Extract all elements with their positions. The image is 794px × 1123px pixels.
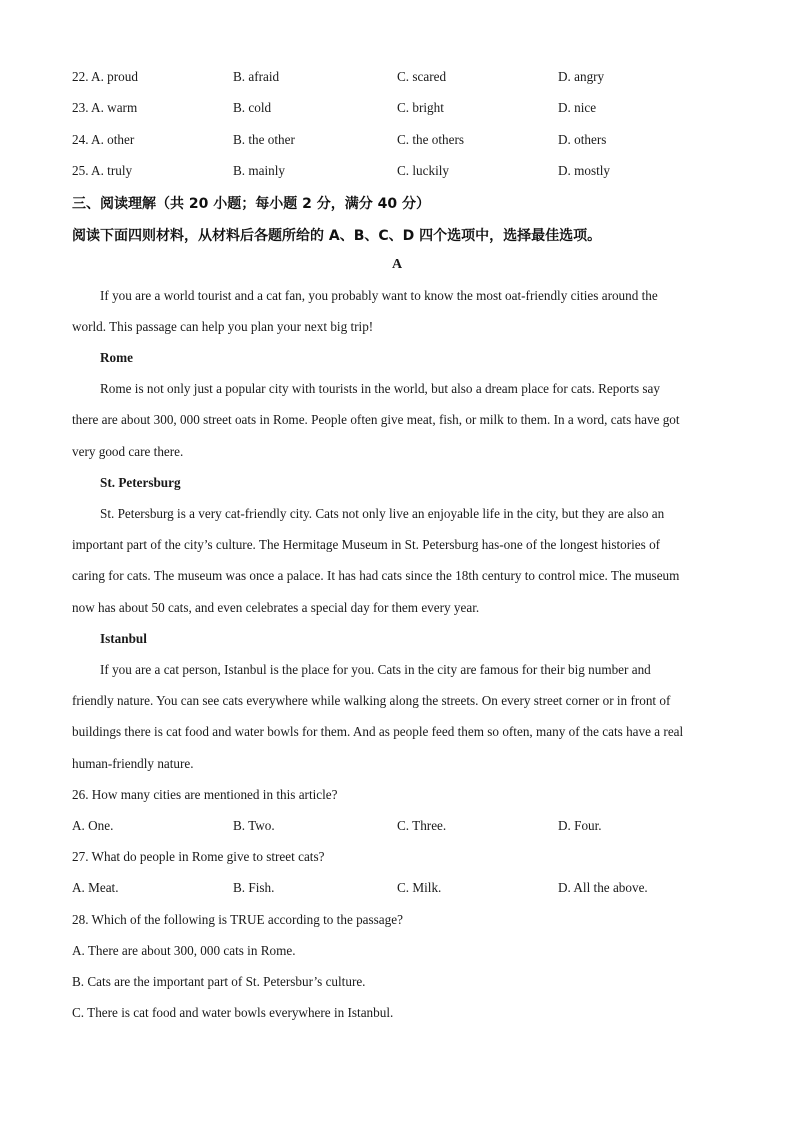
option-a: A. One. <box>72 818 114 833</box>
option-c: C. Milk. <box>397 880 442 895</box>
question-28-stem: 28. Which of the following is TRUE according to the passage? <box>72 912 403 927</box>
question-28-option-c: C. There is cat food and water bowls everywhere in Istanbul. <box>72 1005 394 1020</box>
option-a: 24. A. other <box>72 132 135 147</box>
option-a: A. Meat. <box>72 880 119 895</box>
section-title: 三、阅读理解（共 20 小题；每小题 2 分，满分 40 分） <box>72 196 430 212</box>
petersburg-line: caring for cats. The museum was once a palace. It has had cats since the 18th century to control mice. The museum <box>72 568 680 583</box>
option-b: B. afraid <box>233 69 280 84</box>
option-d: D. mostly <box>558 163 611 178</box>
rome-line: very good care there. <box>72 444 184 459</box>
question-28-option-b: B. Cats are the important part of St. Petersbur’s culture. <box>72 974 366 989</box>
question-27-options <box>72 880 732 900</box>
option-d: D. Four. <box>558 818 602 833</box>
question-24-options <box>72 132 732 152</box>
passage-label: A <box>391 257 403 272</box>
istanbul-line: human-friendly nature. <box>72 756 194 771</box>
rome-line: Rome is not only just a popular city with tourists in the world, but also a dream place for cats. Reports say <box>100 381 660 396</box>
istanbul-line: buildings there is cat food and water bowls for them. And as people feed them so often, many of the cats have a real <box>72 724 684 739</box>
passage-intro-line: world. This passage can help you plan your next big trip! <box>72 319 374 334</box>
option-a: 22. A. proud <box>72 69 138 84</box>
question-22-options <box>72 69 732 89</box>
question-27-stem: 27. What do people in Rome give to street cats? <box>72 849 325 864</box>
question-25-options <box>72 163 732 183</box>
option-d: D. All the above. <box>558 880 648 895</box>
petersburg-line: now has about 50 cats, and even celebrates a special day for them every year. <box>72 600 480 615</box>
option-c: C. Three. <box>397 818 447 833</box>
passage-intro-line: If you are a world tourist and a cat fan, you probably want to know the most oat-friendly cities around the <box>100 288 658 303</box>
question-26-stem: 26. How many cities are mentioned in this article? <box>72 787 338 802</box>
rome-heading: Rome <box>100 350 133 365</box>
option-d: D. nice <box>558 100 597 115</box>
question-26-options <box>72 818 732 838</box>
istanbul-line: friendly nature. You can see cats everywhere while walking along the streets. On every street corner or in front of <box>72 693 671 708</box>
option-c: C. bright <box>397 100 444 115</box>
petersburg-line: St. Petersburg is a very cat-friendly city. Cats not only live an enjoyable life in the city, but they are also an <box>100 506 665 521</box>
istanbul-heading: Istanbul <box>100 631 147 646</box>
question-23-options <box>72 100 732 120</box>
question-28-option-a: A. There are about 300, 000 cats in Rome. <box>72 943 296 958</box>
option-d: D. angry <box>558 69 605 84</box>
option-b: B. cold <box>233 100 272 115</box>
section-instruction: 阅读下面四则材料，从材料后各题所给的 A、B、C、D 四个选项中，选择最佳选项。 <box>72 228 602 244</box>
option-c: C. scared <box>397 69 447 84</box>
option-b: B. Fish. <box>233 880 275 895</box>
option-a: 23. A. warm <box>72 100 138 115</box>
option-a: 25. A. truly <box>72 163 133 178</box>
option-b: B. the other <box>233 132 295 147</box>
option-b: B. Two. <box>233 818 275 833</box>
option-d: D. others <box>558 132 607 147</box>
option-b: B. mainly <box>233 163 286 178</box>
option-c: C. the others <box>397 132 465 147</box>
option-c: C. luckily <box>397 163 450 178</box>
petersburg-line: important part of the city’s culture. The Hermitage Museum in St. Petersburg has-one of the longest histories of <box>72 537 661 552</box>
petersburg-heading: St. Petersburg <box>100 475 181 490</box>
rome-line: there are about 300, 000 street oats in Rome. People often give meat, fish, or milk to them. In a word, cats have got <box>72 412 680 427</box>
istanbul-line: If you are a cat person, Istanbul is the place for you. Cats in the city are famous for their big number and <box>100 662 651 677</box>
